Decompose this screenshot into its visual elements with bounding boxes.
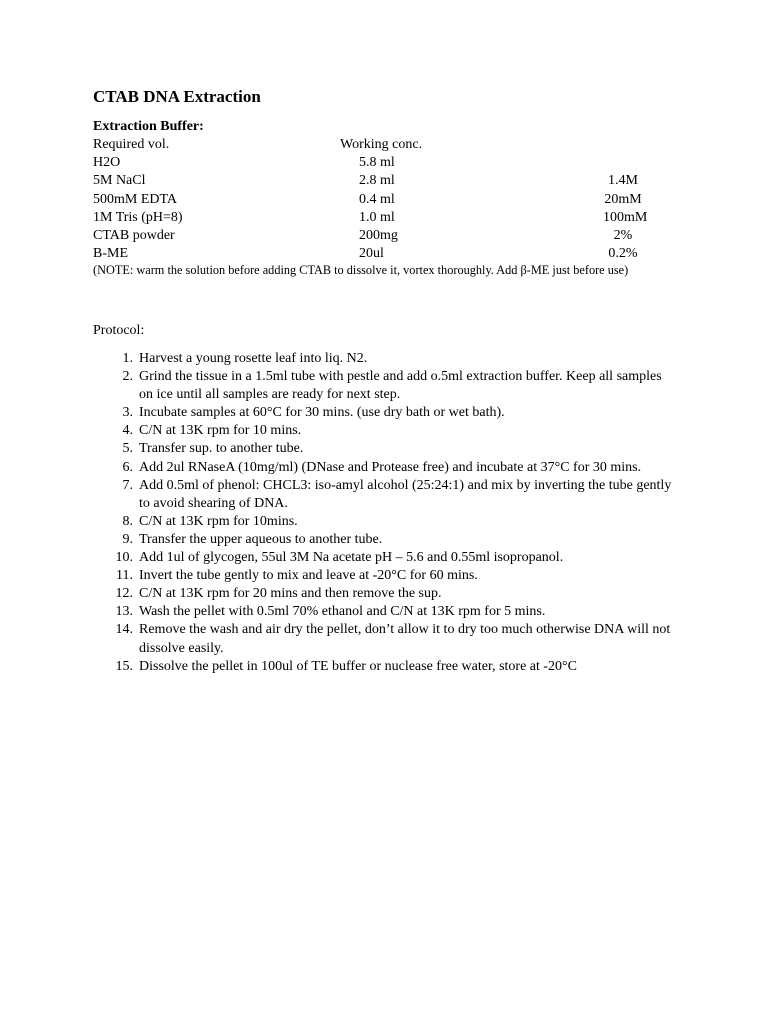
- step-number: 8.: [122, 513, 133, 529]
- buffer-row: [93, 172, 673, 190]
- buffer-reagent-name: 500mM EDTA: [93, 191, 178, 207]
- step-number: 11.: [116, 568, 133, 584]
- step-number: 7.: [122, 477, 133, 493]
- document-title: CTAB DNA Extraction: [93, 87, 261, 106]
- buffer-row: [93, 227, 673, 245]
- step-text: C/N at 13K rpm for 20 mins and then remove the sup.: [139, 586, 442, 602]
- step-number: 9.: [122, 531, 133, 547]
- buffer-reagent-volume: 2.8 ml: [359, 173, 395, 189]
- step-text: Remove the wash and air dry the pellet, don’t allow it to dry too much otherwise DNA will not dissolve easily.: [139, 622, 671, 656]
- step-number: 12.: [115, 586, 133, 602]
- protocol-step: [93, 531, 673, 549]
- buffer-reagent-name: H2O: [93, 155, 121, 171]
- buffer-row: [93, 209, 673, 227]
- buffer-reagent-concentration: 0.2%: [608, 246, 638, 262]
- buffer-rows: [93, 154, 673, 263]
- buffer-note: (NOTE: warm the solution before adding CTAB to dissolve it, vortex thoroughly. Add β-ME just before use): [93, 263, 629, 277]
- protocol-step: [93, 459, 673, 477]
- step-number: 14.: [115, 622, 133, 638]
- step-number: 5.: [122, 441, 133, 457]
- buffer-reagent-concentration: 1.4M: [608, 173, 638, 189]
- step-text: Add 2ul RNaseA (10mg/ml) (DNase and Protease free) and incubate at 37°C for 30 mins.: [139, 459, 642, 475]
- protocol-step: [93, 440, 673, 458]
- protocol-step: [93, 603, 673, 621]
- step-number: 3.: [122, 405, 133, 421]
- protocol-step: [93, 368, 673, 404]
- protocol-step: [93, 621, 673, 657]
- step-number: 15.: [115, 658, 133, 674]
- protocol-heading: Protocol:: [93, 323, 145, 338]
- buffer-table: [93, 136, 673, 263]
- step-text: Dissolve the pellet in 100ul of TE buffer or nuclease free water, store at -20°C: [139, 658, 577, 674]
- buffer-reagent-concentration: 2%: [613, 227, 633, 243]
- protocol-step: [93, 350, 673, 368]
- protocol-step: [93, 585, 673, 603]
- step-number: 6.: [122, 459, 133, 475]
- step-text: Transfer the upper aqueous to another tube.: [139, 531, 383, 547]
- buffer-header-row: [93, 136, 673, 154]
- step-number: 1.: [122, 351, 133, 366]
- buffer-reagent-volume: 5.8 ml: [359, 155, 395, 171]
- step-text: Harvest a young rosette leaf into liq. N2.: [139, 351, 368, 366]
- step-text: Grind the tissue in a 1.5ml tube with pestle and add o.5ml extraction buffer. Keep all samples on ice until all samples are ready for next step.: [139, 369, 662, 403]
- protocol-step: [93, 658, 673, 676]
- buffer-reagent-volume: 200mg: [359, 227, 398, 243]
- protocol-step: [93, 567, 673, 585]
- step-text: C/N at 13K rpm for 10 mins.: [139, 423, 302, 439]
- step-text: Add 1ul of glycogen, 55ul 3M Na acetate pH – 5.6 and 0.55ml isopropanol.: [139, 550, 564, 566]
- step-text: Invert the tube gently to mix and leave at -20°C for 60 mins.: [139, 568, 478, 584]
- step-text: Wash the pellet with 0.5ml 70% ethanol and C/N at 13K rpm for 5 mins.: [139, 604, 546, 620]
- step-number: 2.: [122, 369, 133, 385]
- buffer-reagent-name: CTAB powder: [93, 227, 175, 243]
- buffer-reagent-volume: 20ul: [359, 246, 384, 262]
- step-text: Add 0.5ml of phenol: CHCL3: iso-amyl alcohol (25:24:1) and mix by inverting the tube gently to avoid shearing of DNA.: [139, 477, 672, 511]
- buffer-header-vol: Working conc.: [340, 137, 423, 152]
- protocol-steps: [93, 350, 673, 676]
- buffer-row: [93, 154, 673, 172]
- step-number: 10.: [115, 550, 133, 566]
- buffer-reagent-concentration: 20mM: [604, 191, 642, 207]
- buffer-reagent-volume: 1.0 ml: [359, 209, 395, 225]
- step-text: C/N at 13K rpm for 10mins.: [139, 513, 298, 529]
- step-text: Transfer sup. to another tube.: [139, 441, 304, 457]
- buffer-header-name: Required vol.: [93, 137, 170, 152]
- buffer-row: [93, 191, 673, 209]
- protocol-step: [93, 513, 673, 531]
- buffer-reagent-name: 1M Tris (pH=8): [93, 209, 183, 225]
- protocol-step: [93, 477, 673, 513]
- step-number: 13.: [115, 604, 133, 620]
- buffer-reagent-name: B-ME: [93, 246, 128, 262]
- protocol-step: [93, 404, 673, 422]
- step-text: Incubate samples at 60°C for 30 mins. (use dry bath or wet bath).: [139, 405, 505, 421]
- step-number: 4.: [122, 423, 133, 439]
- buffer-reagent-concentration: 100mM: [603, 209, 648, 225]
- buffer-reagent-volume: 0.4 ml: [359, 191, 395, 207]
- buffer-reagent-name: 5M NaCl: [93, 173, 146, 189]
- buffer-row: [93, 245, 673, 263]
- protocol-step: [93, 422, 673, 440]
- protocol-step: [93, 549, 673, 567]
- buffer-heading: Extraction Buffer:: [93, 119, 204, 134]
